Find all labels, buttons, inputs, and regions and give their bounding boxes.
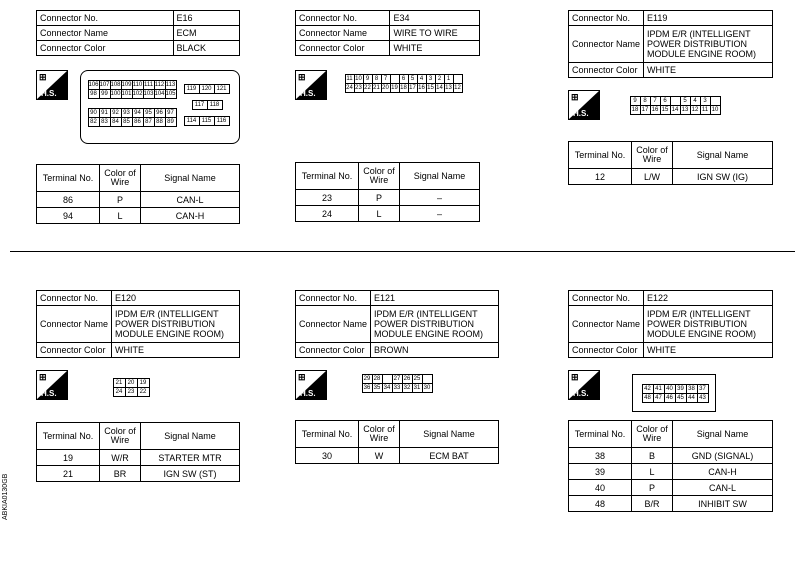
connector-color-value: BLACK <box>173 41 239 56</box>
wire-color-header: Color of Wire <box>359 421 400 448</box>
pin-117: 117 <box>192 100 208 110</box>
pin-16: 16 <box>650 105 661 115</box>
pin-105: 105 <box>165 90 176 97</box>
connector-name-value: IPDM E/R (INTELLIGENT POWER DISTRIBUTION MODULE ENGINE ROOM) <box>644 26 773 63</box>
pin-grid-right-top <box>184 84 229 93</box>
signal-name: IGN SW (IG) <box>673 169 773 185</box>
terminal-no: 86 <box>37 192 100 208</box>
connector-block-e120 <box>36 290 240 358</box>
connector-info-table <box>568 10 773 78</box>
table-row <box>569 464 773 480</box>
pin-109: 109 <box>121 81 132 88</box>
connector-block-e34 <box>295 10 480 56</box>
pin-102: 102 <box>132 90 143 97</box>
connector-name-label: Connector Name <box>37 26 174 41</box>
pin-22: 22 <box>364 84 371 91</box>
terminal-no-header: Terminal No. <box>569 421 632 448</box>
connector-name-value: IPDM E/R (INTELLIGENT POWER DISTRIBUTION MODULE ENGINE ROOM) <box>371 306 499 343</box>
wire-color: P <box>632 480 673 496</box>
pin-grid-e119 <box>630 96 720 114</box>
pin-100: 100 <box>110 90 121 97</box>
pin-110: 110 <box>132 81 143 88</box>
pin-10: 10 <box>355 75 362 82</box>
pin-29: 29 <box>362 374 373 384</box>
wire-color-header: Color of Wire <box>100 165 141 192</box>
pin-36: 36 <box>362 383 373 393</box>
pin-47: 47 <box>653 393 665 403</box>
pin-14: 14 <box>436 84 443 91</box>
pin-grid-e120 <box>113 378 149 396</box>
hs-label: H.S. <box>573 389 589 398</box>
pin-grid-e121 <box>362 374 432 392</box>
pin-26: 26 <box>402 374 413 384</box>
pin-7: 7 <box>381 74 391 84</box>
harness-side-icon <box>36 70 68 100</box>
pin-21: 21 <box>113 378 126 388</box>
terminal-no: 94 <box>37 208 100 224</box>
wire-color: B/R <box>632 496 673 512</box>
pin-4: 4 <box>417 74 427 84</box>
harness-side-icon <box>295 370 327 400</box>
connector-info-table <box>295 10 480 56</box>
pin-grid-right-bottom <box>184 116 229 125</box>
pin-5: 5 <box>680 96 691 106</box>
pin-41: 41 <box>653 384 665 394</box>
signal-name-header: Signal Name <box>400 163 480 190</box>
pin-2: 2 <box>435 74 445 84</box>
terminal-no: 30 <box>296 448 359 464</box>
connector-color-value: BROWN <box>371 343 499 358</box>
terminal-no-header: Terminal No. <box>37 423 100 450</box>
signal-table <box>295 162 480 222</box>
harness-side-icon <box>568 90 600 120</box>
pin-17: 17 <box>640 105 651 115</box>
pin-22: 22 <box>137 387 150 397</box>
pin-10: 10 <box>710 105 721 115</box>
wire-color: B <box>632 448 673 464</box>
section-divider <box>10 251 795 252</box>
connector-no-label: Connector No. <box>296 11 390 26</box>
connector-color-label: Connector Color <box>569 63 644 78</box>
connector-name-label: Connector Name <box>37 306 112 343</box>
pin-18: 18 <box>630 105 641 115</box>
pin-15: 15 <box>660 105 671 115</box>
connector-info-table <box>36 10 240 56</box>
pin-6: 6 <box>399 74 409 84</box>
pin-85: 85 <box>121 117 133 127</box>
pin-27: 27 <box>392 374 403 384</box>
connector-glyph-icon: ⊞ <box>571 92 579 102</box>
pin-grid-right-mid <box>192 100 222 109</box>
connector-name-value: WIRE TO WIRE <box>390 26 480 41</box>
wire-color: P <box>100 192 141 208</box>
table-row <box>296 190 480 206</box>
pin-87: 87 <box>143 117 155 127</box>
pin-8: 8 <box>640 96 651 106</box>
wire-color: L/W <box>632 169 673 185</box>
pin-9: 9 <box>630 96 641 106</box>
pin-83: 83 <box>99 117 111 127</box>
table-row <box>37 466 240 482</box>
connector-color-label: Connector Color <box>37 41 174 56</box>
pin-24: 24 <box>346 84 353 91</box>
signal-name-header: Signal Name <box>141 165 240 192</box>
connector-color-label: Connector Color <box>296 41 390 56</box>
connector-color-value: WHITE <box>644 343 773 358</box>
terminal-no: 24 <box>296 206 359 222</box>
pin-7: 7 <box>650 96 661 106</box>
connector-no-value: E119 <box>644 11 773 26</box>
harness-side-icon <box>568 370 600 400</box>
pin-82: 82 <box>88 117 100 127</box>
pin-46: 46 <box>664 393 676 403</box>
pin-99: 99 <box>99 89 111 99</box>
connector-name-label: Connector Name <box>296 26 390 41</box>
signal-name: – <box>400 190 480 206</box>
terminal-no-header: Terminal No. <box>37 165 100 192</box>
wire-color: BR <box>100 466 141 482</box>
pin-108: 108 <box>110 81 121 88</box>
terminal-no: 39 <box>569 464 632 480</box>
pin-grid-lower <box>88 108 176 126</box>
signal-table <box>568 420 773 512</box>
connector-no-label: Connector No. <box>37 11 174 26</box>
table-row <box>296 448 499 464</box>
wire-color: W <box>359 448 400 464</box>
pin-98: 98 <box>88 89 100 99</box>
pin-96: 96 <box>154 108 166 118</box>
connector-name-label: Connector Name <box>569 26 644 63</box>
terminal-no-header: Terminal No. <box>296 163 359 190</box>
terminal-no: 23 <box>296 190 359 206</box>
pin-45: 45 <box>675 393 687 403</box>
connector-name-label: Connector Name <box>296 306 371 343</box>
pin-13: 13 <box>680 105 691 115</box>
pin-9: 9 <box>363 74 373 84</box>
pin-114: 114 <box>184 116 200 126</box>
pin-32: 32 <box>402 383 413 393</box>
connector-no-label: Connector No. <box>37 291 112 306</box>
pin-42: 42 <box>642 384 654 394</box>
pin-88: 88 <box>154 117 166 127</box>
pin-15: 15 <box>427 84 434 91</box>
pin-90: 90 <box>88 108 100 118</box>
pin-14: 14 <box>670 105 681 115</box>
connector-block-e119 <box>568 10 773 78</box>
connector-color-label: Connector Color <box>569 343 644 358</box>
pin-20: 20 <box>125 378 138 388</box>
table-row <box>569 169 773 185</box>
connector-no-value: E120 <box>112 291 240 306</box>
signal-name: ECM BAT <box>400 448 499 464</box>
connector-color-label: Connector Color <box>296 343 371 358</box>
pin-13: 13 <box>445 84 452 91</box>
wire-color: P <box>359 190 400 206</box>
pin-3: 3 <box>700 96 711 106</box>
hs-label: H.S. <box>41 389 57 398</box>
pin-4: 4 <box>690 96 701 106</box>
pin-38: 38 <box>686 384 698 394</box>
signal-name: – <box>400 206 480 222</box>
connector-block-e121 <box>295 290 499 358</box>
harness-side-icon <box>36 370 68 400</box>
connector-info-table <box>36 290 240 358</box>
hs-label: H.S. <box>300 89 316 98</box>
wire-color: W/R <box>100 450 141 466</box>
wire-color-header: Color of Wire <box>100 423 141 450</box>
pin-19: 19 <box>137 378 150 388</box>
pin-23: 23 <box>355 84 362 91</box>
connector-name-value: IPDM E/R (INTELLIGENT POWER DISTRIBUTION MODULE ENGINE ROOM) <box>112 306 240 343</box>
pin-1: 1 <box>444 74 454 84</box>
pin-115: 115 <box>199 116 215 126</box>
hs-label: H.S. <box>41 89 57 98</box>
pin-101: 101 <box>121 90 132 97</box>
pin-33: 33 <box>392 383 403 393</box>
pin-118: 118 <box>207 100 223 110</box>
pin-20: 20 <box>382 84 389 91</box>
pin-grid-upper <box>88 80 176 98</box>
table-row <box>296 206 480 222</box>
pin-43: 43 <box>697 393 709 403</box>
signal-name-header: Signal Name <box>673 142 773 169</box>
pin-6: 6 <box>660 96 671 106</box>
connector-block-e16 <box>36 10 240 56</box>
connector-no-label: Connector No. <box>569 291 644 306</box>
signal-name: CAN-L <box>141 192 240 208</box>
pin-104: 104 <box>154 90 165 97</box>
terminal-no: 19 <box>37 450 100 466</box>
pin-grid-e122 <box>642 384 708 402</box>
hs-label: H.S. <box>573 109 589 118</box>
pin-23: 23 <box>125 387 138 397</box>
pin-12: 12 <box>454 84 461 91</box>
pin-106: 106 <box>88 81 99 88</box>
pin-12: 12 <box>690 105 701 115</box>
pin-97: 97 <box>165 108 177 118</box>
pin-34: 34 <box>382 383 393 393</box>
pin-11: 11 <box>346 75 353 82</box>
pin-25: 25 <box>412 374 423 384</box>
signal-name: CAN-L <box>673 480 773 496</box>
pin-103: 103 <box>143 90 154 97</box>
connector-no-value: E121 <box>371 291 499 306</box>
pin-8: 8 <box>372 74 382 84</box>
table-row <box>569 448 773 464</box>
signal-name-header: Signal Name <box>673 421 773 448</box>
wire-color: L <box>632 464 673 480</box>
pin-93: 93 <box>121 108 133 118</box>
hs-label: H.S. <box>300 389 316 398</box>
pin-116: 116 <box>214 116 230 126</box>
wire-color-header: Color of Wire <box>359 163 400 190</box>
pin-grid-e34 <box>345 74 462 92</box>
pin-3: 3 <box>426 74 436 84</box>
signal-name: STARTER MTR <box>141 450 240 466</box>
pin-28: 28 <box>372 374 383 384</box>
terminal-no-header: Terminal No. <box>296 421 359 448</box>
pin-111: 111 <box>143 81 154 88</box>
pin-30: 30 <box>422 383 433 393</box>
pin-113: 113 <box>165 81 176 88</box>
terminal-no: 21 <box>37 466 100 482</box>
table-row <box>569 496 773 512</box>
pin-119: 119 <box>184 84 200 94</box>
table-row <box>37 450 240 466</box>
connector-no-label: Connector No. <box>569 11 644 26</box>
signal-table <box>295 420 499 464</box>
connector-no-value: E122 <box>644 291 773 306</box>
signal-table <box>36 164 240 224</box>
pin-11: 11 <box>700 105 711 115</box>
pin-95: 95 <box>143 108 155 118</box>
pin-48: 48 <box>642 393 654 403</box>
signal-name: INHIBIT SW <box>673 496 773 512</box>
connector-glyph-icon: ⊞ <box>39 72 47 82</box>
pin-18: 18 <box>400 84 407 91</box>
pin-24: 24 <box>113 387 126 397</box>
pin-39: 39 <box>675 384 687 394</box>
pin-120: 120 <box>199 84 215 94</box>
pin-112: 112 <box>154 81 165 88</box>
connector-color-value: WHITE <box>644 63 773 78</box>
pin-40: 40 <box>664 384 676 394</box>
figure-code: ABKIA0130GB <box>2 473 9 520</box>
signal-name-header: Signal Name <box>400 421 499 448</box>
connector-name-value: ECM <box>173 26 239 41</box>
connector-info-table <box>295 290 499 358</box>
pin-21: 21 <box>373 84 380 91</box>
terminal-no: 12 <box>569 169 632 185</box>
connector-color-value: WHITE <box>112 343 240 358</box>
table-row <box>569 480 773 496</box>
wire-color: L <box>100 208 141 224</box>
pin-92: 92 <box>110 108 122 118</box>
connector-glyph-icon: ⊞ <box>39 372 47 382</box>
signal-name: CAN-H <box>141 208 240 224</box>
terminal-no: 48 <box>569 496 632 512</box>
wire-color: L <box>359 206 400 222</box>
connector-no-value: E34 <box>390 11 480 26</box>
wire-color-header: Color of Wire <box>632 142 673 169</box>
connector-name-value: IPDM E/R (INTELLIGENT POWER DISTRIBUTION MODULE ENGINE ROOM) <box>644 306 773 343</box>
connector-color-value: WHITE <box>390 41 480 56</box>
connector-glyph-icon: ⊞ <box>298 372 306 382</box>
pin-5: 5 <box>408 74 418 84</box>
terminal-no: 40 <box>569 480 632 496</box>
signal-name: CAN-H <box>673 464 773 480</box>
wire-color-header: Color of Wire <box>632 421 673 448</box>
pin-107: 107 <box>99 81 110 88</box>
harness-side-icon <box>295 70 327 100</box>
connector-no-label: Connector No. <box>296 291 371 306</box>
pin-17: 17 <box>409 84 416 91</box>
signal-name-header: Signal Name <box>141 423 240 450</box>
terminal-no-header: Terminal No. <box>569 142 632 169</box>
table-row <box>37 208 240 224</box>
connector-no-value: E16 <box>173 11 239 26</box>
connector-glyph-icon: ⊞ <box>298 72 306 82</box>
connector-block-e122 <box>568 290 773 358</box>
signal-table <box>568 141 773 185</box>
connector-color-label: Connector Color <box>37 343 112 358</box>
pin-121: 121 <box>214 84 230 94</box>
pin-35: 35 <box>372 383 383 393</box>
pin-37: 37 <box>697 384 709 394</box>
signal-name: IGN SW (ST) <box>141 466 240 482</box>
pin-19: 19 <box>391 84 398 91</box>
pin-86: 86 <box>132 117 144 127</box>
pin-94: 94 <box>132 108 144 118</box>
pin-84: 84 <box>110 117 122 127</box>
pin-91: 91 <box>99 108 111 118</box>
connector-info-table <box>568 290 773 358</box>
pin-16: 16 <box>418 84 425 91</box>
table-row <box>37 192 240 208</box>
signal-table <box>36 422 240 482</box>
connector-name-label: Connector Name <box>569 306 644 343</box>
pin-44: 44 <box>686 393 698 403</box>
signal-name: GND (SIGNAL) <box>673 448 773 464</box>
terminal-no: 38 <box>569 448 632 464</box>
connector-glyph-icon: ⊞ <box>571 372 579 382</box>
pin-31: 31 <box>412 383 423 393</box>
pin-89: 89 <box>165 117 177 127</box>
